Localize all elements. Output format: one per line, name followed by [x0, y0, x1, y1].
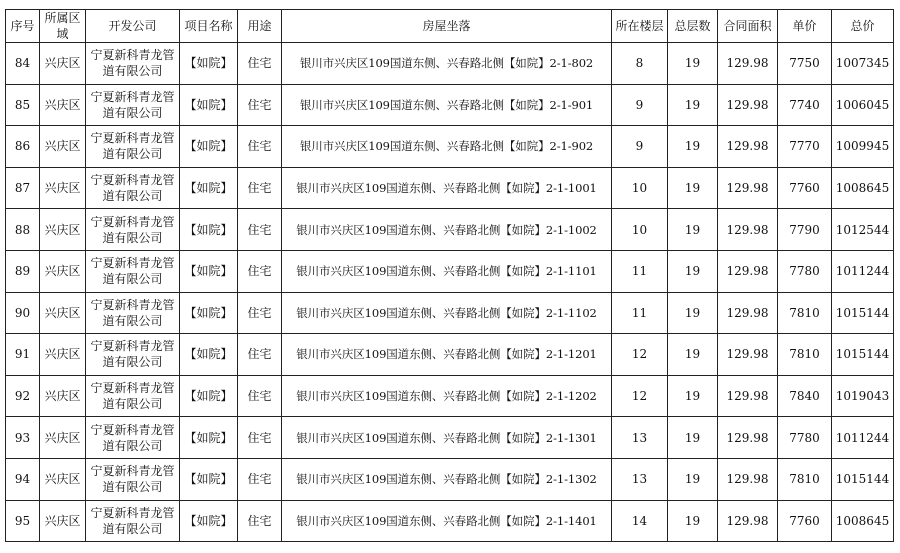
cell-index: 95 [6, 500, 40, 542]
cell-district: 兴庆区 [40, 292, 86, 334]
col-header-floor: 所在楼层 [612, 10, 668, 43]
table-row [6, 84, 894, 126]
table-row [6, 375, 894, 417]
cell-floor: 8 [612, 43, 668, 85]
cell-usage: 住宅 [238, 417, 282, 459]
cell-developer: 宁夏新科青龙管道有限公司 [86, 209, 180, 251]
table-row [6, 167, 894, 209]
table-row [6, 126, 894, 168]
col-header-area: 合同面积 [718, 10, 778, 43]
cell-index: 86 [6, 126, 40, 168]
cell-project: 【如院】 [180, 209, 238, 251]
cell-total-price: 1015144 [832, 334, 894, 376]
cell-district: 兴庆区 [40, 250, 86, 292]
cell-floor: 9 [612, 84, 668, 126]
cell-total-price: 1011244 [832, 250, 894, 292]
col-header-district: 所属区域 [40, 10, 86, 43]
cell-project: 【如院】 [180, 334, 238, 376]
cell-usage: 住宅 [238, 375, 282, 417]
cell-project: 【如院】 [180, 167, 238, 209]
cell-district: 兴庆区 [40, 167, 86, 209]
cell-area: 129.98 [718, 250, 778, 292]
cell-unit-price: 7780 [778, 250, 832, 292]
cell-area: 129.98 [718, 126, 778, 168]
cell-unit-price: 7740 [778, 84, 832, 126]
cell-address: 银川市兴庆区109国道东侧、兴春路北侧【如院】2-1-1302 [282, 458, 612, 500]
cell-floor: 13 [612, 458, 668, 500]
cell-total-price: 1008645 [832, 167, 894, 209]
cell-usage: 住宅 [238, 167, 282, 209]
cell-developer: 宁夏新科青龙管道有限公司 [86, 292, 180, 334]
cell-district: 兴庆区 [40, 375, 86, 417]
cell-area: 129.98 [718, 334, 778, 376]
cell-district: 兴庆区 [40, 334, 86, 376]
cell-total-floors: 19 [668, 292, 718, 334]
cell-area: 129.98 [718, 167, 778, 209]
table-header [6, 10, 894, 43]
col-header-project: 项目名称 [180, 10, 238, 43]
cell-address: 银川市兴庆区109国道东侧、兴春路北侧【如院】2-1-1202 [282, 375, 612, 417]
cell-floor: 11 [612, 292, 668, 334]
cell-developer: 宁夏新科青龙管道有限公司 [86, 43, 180, 85]
cell-area: 129.98 [718, 292, 778, 334]
cell-total-floors: 19 [668, 84, 718, 126]
cell-developer: 宁夏新科青龙管道有限公司 [86, 334, 180, 376]
table-row [6, 209, 894, 251]
col-header-unit-price: 单价 [778, 10, 832, 43]
cell-total-floors: 19 [668, 500, 718, 542]
col-header-total-price: 总价 [832, 10, 894, 43]
cell-area: 129.98 [718, 417, 778, 459]
cell-project: 【如院】 [180, 292, 238, 334]
cell-unit-price: 7750 [778, 43, 832, 85]
cell-floor: 10 [612, 167, 668, 209]
cell-total-price: 1011244 [832, 417, 894, 459]
cell-usage: 住宅 [238, 126, 282, 168]
cell-developer: 宁夏新科青龙管道有限公司 [86, 84, 180, 126]
col-header-developer: 开发公司 [86, 10, 180, 43]
col-header-address: 房屋坐落 [282, 10, 612, 43]
housing-price-table [5, 9, 894, 542]
cell-address: 银川市兴庆区109国道东侧、兴春路北侧【如院】2-1-1301 [282, 417, 612, 459]
cell-total-floors: 19 [668, 458, 718, 500]
cell-developer: 宁夏新科青龙管道有限公司 [86, 417, 180, 459]
cell-usage: 住宅 [238, 292, 282, 334]
cell-floor: 13 [612, 417, 668, 459]
cell-total-price: 1019043 [832, 375, 894, 417]
cell-floor: 12 [612, 375, 668, 417]
cell-unit-price: 7780 [778, 417, 832, 459]
cell-floor: 11 [612, 250, 668, 292]
cell-address: 银川市兴庆区109国道东侧、兴春路北侧【如院】2-1-1102 [282, 292, 612, 334]
cell-project: 【如院】 [180, 126, 238, 168]
cell-project: 【如院】 [180, 500, 238, 542]
cell-developer: 宁夏新科青龙管道有限公司 [86, 167, 180, 209]
cell-address: 银川市兴庆区109国道东侧、兴春路北侧【如院】2-1-1201 [282, 334, 612, 376]
cell-usage: 住宅 [238, 209, 282, 251]
cell-address: 银川市兴庆区109国道东侧、兴春路北侧【如院】2-1-1001 [282, 167, 612, 209]
cell-index: 90 [6, 292, 40, 334]
cell-index: 93 [6, 417, 40, 459]
cell-developer: 宁夏新科青龙管道有限公司 [86, 500, 180, 542]
cell-project: 【如院】 [180, 84, 238, 126]
cell-address: 银川市兴庆区109国道东侧、兴春路北侧【如院】2-1-902 [282, 126, 612, 168]
cell-total-floors: 19 [668, 126, 718, 168]
cell-total-floors: 19 [668, 43, 718, 85]
table-row [6, 250, 894, 292]
cell-unit-price: 7810 [778, 458, 832, 500]
table-row [6, 500, 894, 542]
cell-district: 兴庆区 [40, 126, 86, 168]
cell-index: 89 [6, 250, 40, 292]
cell-total-price: 1006045 [832, 84, 894, 126]
table-row [6, 417, 894, 459]
cell-index: 87 [6, 167, 40, 209]
cell-area: 129.98 [718, 500, 778, 542]
cell-index: 85 [6, 84, 40, 126]
cell-project: 【如院】 [180, 250, 238, 292]
cell-total-price: 1012544 [832, 209, 894, 251]
cell-total-floors: 19 [668, 209, 718, 251]
cell-floor: 12 [612, 334, 668, 376]
cell-usage: 住宅 [238, 334, 282, 376]
cell-total-price: 1009945 [832, 126, 894, 168]
table-body [6, 43, 894, 542]
cell-address: 银川市兴庆区109国道东侧、兴春路北侧【如院】2-1-1401 [282, 500, 612, 542]
cell-index: 84 [6, 43, 40, 85]
cell-unit-price: 7790 [778, 209, 832, 251]
cell-address: 银川市兴庆区109国道东侧、兴春路北侧【如院】2-1-901 [282, 84, 612, 126]
cell-developer: 宁夏新科青龙管道有限公司 [86, 375, 180, 417]
col-header-usage: 用途 [238, 10, 282, 43]
cell-unit-price: 7760 [778, 500, 832, 542]
cell-total-floors: 19 [668, 167, 718, 209]
header-row [6, 10, 894, 43]
table-row [6, 43, 894, 85]
cell-district: 兴庆区 [40, 500, 86, 542]
cell-project: 【如院】 [180, 417, 238, 459]
table-row [6, 458, 894, 500]
table-row [6, 292, 894, 334]
cell-floor: 9 [612, 126, 668, 168]
cell-total-floors: 19 [668, 375, 718, 417]
cell-project: 【如院】 [180, 375, 238, 417]
cell-index: 88 [6, 209, 40, 251]
cell-total-floors: 19 [668, 334, 718, 376]
cell-area: 129.98 [718, 43, 778, 85]
cell-address: 银川市兴庆区109国道东侧、兴春路北侧【如院】2-1-1101 [282, 250, 612, 292]
cell-district: 兴庆区 [40, 84, 86, 126]
cell-total-price: 1007345 [832, 43, 894, 85]
cell-total-price: 1015144 [832, 458, 894, 500]
cell-project: 【如院】 [180, 43, 238, 85]
cell-floor: 10 [612, 209, 668, 251]
col-header-index: 序号 [6, 10, 40, 43]
cell-district: 兴庆区 [40, 43, 86, 85]
cell-unit-price: 7810 [778, 292, 832, 334]
cell-project: 【如院】 [180, 458, 238, 500]
cell-area: 129.98 [718, 458, 778, 500]
cell-index: 91 [6, 334, 40, 376]
cell-total-floors: 19 [668, 417, 718, 459]
cell-total-floors: 19 [668, 250, 718, 292]
cell-developer: 宁夏新科青龙管道有限公司 [86, 250, 180, 292]
cell-district: 兴庆区 [40, 417, 86, 459]
cell-unit-price: 7810 [778, 334, 832, 376]
col-header-total-floors: 总层数 [668, 10, 718, 43]
cell-total-price: 1015144 [832, 292, 894, 334]
cell-district: 兴庆区 [40, 209, 86, 251]
cell-index: 94 [6, 458, 40, 500]
cell-unit-price: 7840 [778, 375, 832, 417]
cell-floor: 14 [612, 500, 668, 542]
cell-area: 129.98 [718, 375, 778, 417]
cell-unit-price: 7770 [778, 126, 832, 168]
cell-developer: 宁夏新科青龙管道有限公司 [86, 126, 180, 168]
cell-developer: 宁夏新科青龙管道有限公司 [86, 458, 180, 500]
cell-address: 银川市兴庆区109国道东侧、兴春路北侧【如院】2-1-1002 [282, 209, 612, 251]
table-row [6, 334, 894, 376]
cell-usage: 住宅 [238, 84, 282, 126]
cell-area: 129.98 [718, 209, 778, 251]
cell-district: 兴庆区 [40, 458, 86, 500]
cell-index: 92 [6, 375, 40, 417]
cell-usage: 住宅 [238, 458, 282, 500]
cell-usage: 住宅 [238, 250, 282, 292]
cell-total-price: 1008645 [832, 500, 894, 542]
cell-usage: 住宅 [238, 43, 282, 85]
cell-usage: 住宅 [238, 500, 282, 542]
cell-address: 银川市兴庆区109国道东侧、兴春路北侧【如院】2-1-802 [282, 43, 612, 85]
cell-area: 129.98 [718, 84, 778, 126]
cell-unit-price: 7760 [778, 167, 832, 209]
